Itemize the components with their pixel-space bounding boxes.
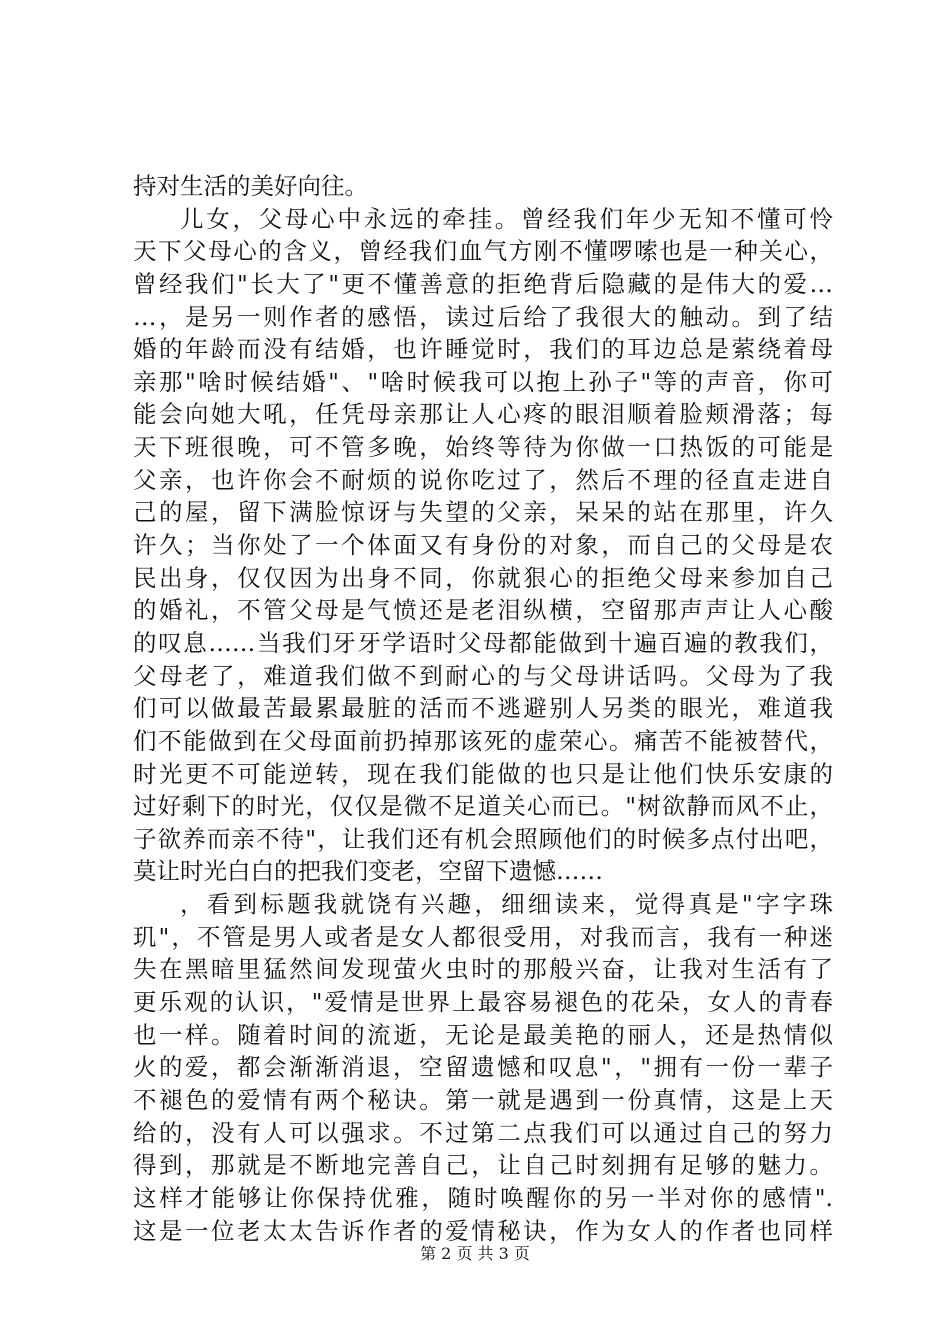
text-line: 父母老了，难道我们做不到耐心的与父母讲话吗。父母为了我 xyxy=(133,661,833,690)
text-line: 火的爱，都会渐渐消退，空留遗憾和叹息"，"拥有一份一辈子 xyxy=(133,1053,833,1082)
text-line: 也一样。随着时间的流逝，无论是最美艳的丽人，还是热情似 xyxy=(133,1020,833,1049)
text-line: 儿女，父母心中永远的牵挂。曾经我们年少无知不懂可怜 xyxy=(180,204,833,233)
text-line: ，看到标题我就饶有兴趣，细细读来，觉得真是"字字珠 xyxy=(180,890,833,919)
text-line: 们不能做到在父母面前扔掉那该死的虚荣心。痛苦不能被替代， xyxy=(133,726,833,755)
text-line: 莫让时光白白的把我们变老，空留下遗憾…… xyxy=(133,857,603,886)
text-line: 父亲，也许你会不耐烦的说你吃过了，然后不理的径直走进自 xyxy=(133,465,833,494)
text-line: 时光更不可能逆转，现在我们能做的也只是让他们快乐安康的 xyxy=(133,759,833,788)
text-line: 子欲养而亲不待"，让我们还有机会照顾他们的时候多点付出吧， xyxy=(133,824,833,853)
text-line: 许久；当你处了一个体面又有身份的对象，而自己的父母是农 xyxy=(133,531,833,560)
text-line: 这是一位老太太告诉作者的爱情秘诀，作为女人的作者也同样 xyxy=(133,1216,833,1245)
text-line: 过好剩下的时光，仅仅是微不足道关心而已。"树欲静而风不止， xyxy=(133,792,833,821)
text-line: 不褪色的爱情有两个秘诀。第一就是遇到一份真情，这是上天 xyxy=(133,1085,833,1114)
text-line: 的叹息……当我们牙牙学语时父母都能做到十遍百遍的教我们， xyxy=(133,628,833,657)
text-line: 失在黑暗里猛然间发现萤火虫时的那般兴奋，让我对生活有了 xyxy=(133,955,833,984)
text-line: 婚的年龄而没有结婚，也许睡觉时，我们的耳边总是萦绕着母 xyxy=(133,335,833,364)
text-line: 己的屋，留下满脸惊讶与失望的父亲，呆呆的站在那里，许久 xyxy=(133,498,833,527)
text-line: 天下班很晚，可不管多晚，始终等待为你做一口热饭的可能是 xyxy=(133,433,833,462)
text-line: 得到，那就是不断地完善自己，让自己时刻拥有足够的魅力。 xyxy=(133,1151,833,1180)
text-line: …，是另一则作者的感悟，读过后给了我很大的触动。到了结 xyxy=(133,302,833,331)
text-line: 玑"，不管是男人或者是女人都很受用，对我而言，我有一种迷 xyxy=(133,922,833,951)
text-line: 给的，没有人可以强求。不过第二点我们可以通过自己的努力 xyxy=(133,1118,833,1147)
text-line: 的婚礼，不管父母是气愤还是老泪纵横，空留那声声让人心酸 xyxy=(133,596,833,625)
text-line: 天下父母心的含义，曾经我们血气方刚不懂啰嗦也是一种关心， xyxy=(133,237,833,266)
text-line: 这样才能够让你保持优雅，随时唤醒你的另一半对你的感情". xyxy=(133,1183,833,1212)
text-line: 民出身，仅仅因为出身不同，你就狠心的拒绝父母来参加自己 xyxy=(133,563,833,592)
text-line: 更乐观的认识，"爱情是世界上最容易褪色的花朵，女人的青春 xyxy=(133,988,833,1017)
text-line: 们可以做最苦最累最脏的活而不逃避别人另类的眼光，难道我 xyxy=(133,694,833,723)
page-footer xyxy=(0,1244,950,1264)
text-line: 亲那"啥时候结婚"、"啥时候我可以抱上孙子"等的声音，你可 xyxy=(133,367,833,396)
text-line: 能会向她大吼，任凭母亲那让人心疼的眼泪顺着脸颊滑落；每 xyxy=(133,400,833,429)
body-text xyxy=(133,170,833,1247)
text-line: 持对生活的美好向往。 xyxy=(133,172,368,200)
text-line: 曾经我们"长大了"更不懂善意的拒绝背后隐藏的是伟大的爱… xyxy=(133,269,833,298)
page-number-label: 第 2 页 共 3 页 xyxy=(420,1244,530,1263)
